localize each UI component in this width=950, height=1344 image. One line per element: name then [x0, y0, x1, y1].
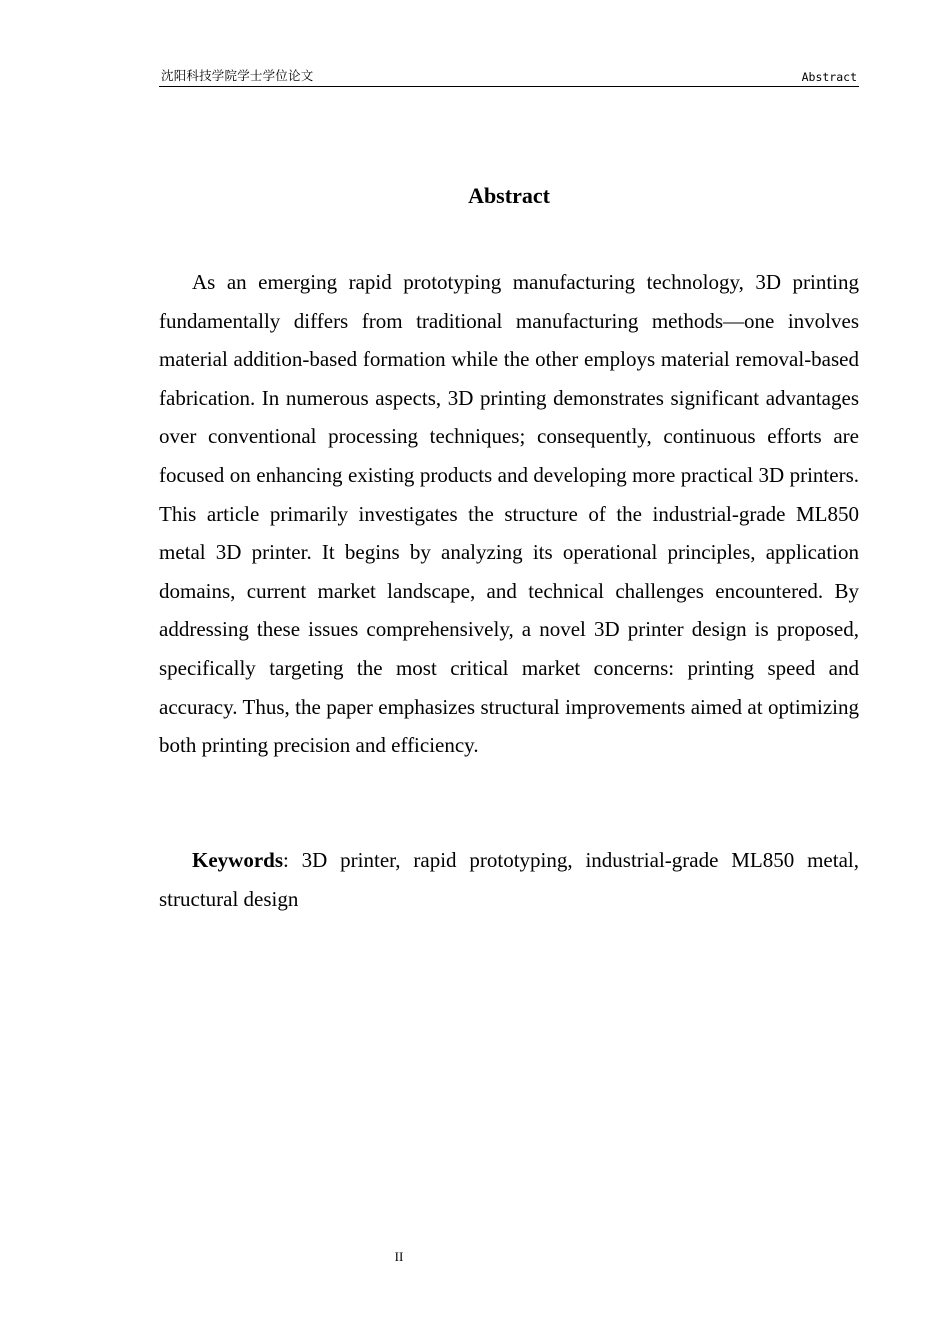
page-number: II — [394, 1249, 404, 1264]
keywords-label: Keywords — [192, 848, 283, 872]
page-title: Abstract — [468, 183, 550, 208]
header-thesis-title: 沈阳科技学院学士学位论文 — [161, 68, 314, 83]
keywords-separator: : — [283, 848, 302, 872]
keywords-paragraph — [159, 841, 859, 918]
page-header — [159, 68, 859, 87]
header-section-name: Abstract — [801, 70, 857, 84]
keywords-text: 3D printer, rapid prototyping, industrial-grade ML850 metal, structural design — [159, 848, 859, 911]
abstract-paragraph: As an emerging rapid prototyping manufacturing technology, 3D printing fundamentally differs from traditional manufacturing methods—one involves material addition-based formation while the other employs material removal-based fabrication. In numerous aspects, 3D printing demonstrates significant advantages over conventional processing techniques; consequently, continuous efforts are focused on enhancing existing products and developing more practical 3D printers. This article primarily investigates the structure of the industrial-grade ML850 metal 3D printer. It begins by analyzing its operational principles, application domains, current market landscape, and technical challenges encountered. By addressing these issues comprehensively, a novel 3D printer design is proposed, specifically targeting the most critical market concerns: printing speed and accuracy. Thus, the paper emphasizes structural improvements aimed at optimizing both printing precision and efficiency. — [159, 270, 859, 758]
